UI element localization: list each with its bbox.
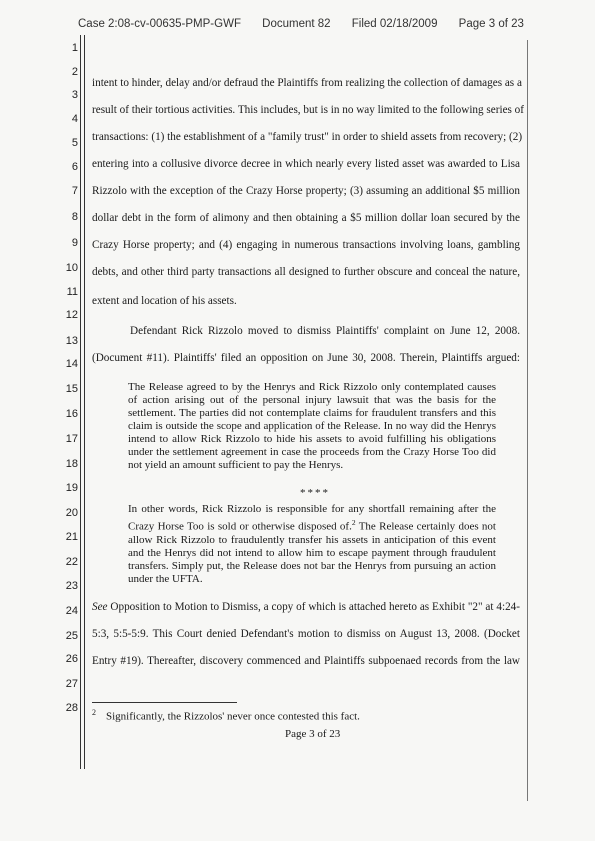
page-footer: Page 3 of 23 xyxy=(285,728,341,740)
header-page-number: Page 3 of 23 xyxy=(458,18,524,30)
body-line: Crazy Horse property; and (4) engaging in numerous transactions involving loans, gambling xyxy=(92,239,520,251)
body-line: intent to hinder, delay and/or defraud the Plaintiffs from realizing the collection of damages as a xyxy=(92,77,522,89)
block-quote xyxy=(128,503,496,586)
signal-word: See xyxy=(92,601,108,613)
body-line: result of their tortious activities. This includes, but is in no way limited to the following series of xyxy=(92,104,525,116)
line-number: 15 xyxy=(65,383,78,395)
paragraph-line: (Document #11). Plaintiffs' filed an opposition on June 30, 2008. Therein, Plaintiffs argued: xyxy=(92,352,520,364)
line-number: 14 xyxy=(65,358,78,370)
body-line: extent and location of his assets. xyxy=(92,295,237,307)
footnote-text: Significantly, the Rizzolos' never once contested this fact. xyxy=(106,710,360,723)
line-number: 20 xyxy=(65,507,78,519)
ellipsis-stars: **** xyxy=(300,487,330,499)
line-number: 8 xyxy=(71,211,78,223)
line-number: 25 xyxy=(65,630,78,642)
left-margin-rule-inner xyxy=(84,35,85,769)
footnote-rule xyxy=(92,702,237,703)
case-number: Case 2:08-cv-00635-PMP-GWF xyxy=(78,18,241,30)
line-number: 27 xyxy=(65,678,78,690)
line-number: 6 xyxy=(71,161,78,173)
line-number: 24 xyxy=(65,605,78,617)
paragraph-line: Entry #19). Thereafter, discovery commenced and Plaintiffs subpoenaed records from the law xyxy=(92,655,520,667)
line-number: 19 xyxy=(65,482,78,494)
line-number: 13 xyxy=(65,335,78,347)
filed-date: Filed 02/18/2009 xyxy=(351,18,438,30)
line-number: 18 xyxy=(65,458,78,470)
line-number: 17 xyxy=(65,433,78,445)
document-number: Document 82 xyxy=(262,18,331,30)
footnote-reference: 2 xyxy=(351,518,356,527)
line-number: 1 xyxy=(71,42,78,54)
body-line: entering into a collusive divorce decree in which nearly every listed asset was awarded to Lisa xyxy=(92,158,520,170)
line-number: 26 xyxy=(65,653,78,665)
paragraph-line xyxy=(92,600,520,614)
right-margin-rule xyxy=(527,40,528,801)
line-number: 23 xyxy=(65,580,78,592)
line-number: 16 xyxy=(65,408,78,420)
line-number: 3 xyxy=(71,89,78,101)
paragraph-line: 5:3, 5:5-5:9. This Court denied Defendant's motion to dismiss on August 13, 2008. (Docket xyxy=(92,628,520,640)
line-number: 10 xyxy=(65,262,78,274)
line-number: 12 xyxy=(65,309,78,321)
body-line: Rizzolo with the exception of the Crazy Horse property; (3) assuming an additional $5 million xyxy=(92,185,520,197)
line-number: 11 xyxy=(66,286,78,298)
line-number: 21 xyxy=(65,531,78,543)
footnote-number: 2 xyxy=(92,708,96,717)
body-line: dollar debt in the form of alimony and then obtaining a $5 million dollar loan secured by the xyxy=(92,212,520,224)
line-number: 22 xyxy=(65,556,78,568)
line-number: 2 xyxy=(71,66,78,78)
line-number: 4 xyxy=(71,113,78,125)
body-line: transactions: (1) the establishment of a "family trust" in order to shield assets from recovery; (2) xyxy=(92,131,523,143)
document-header xyxy=(78,18,542,30)
line-number: 28 xyxy=(65,702,78,714)
paragraph-text: Opposition to Motion to Dismiss, a copy of which is attached hereto as Exhibit "2" at 4:24- xyxy=(107,601,520,613)
paragraph-line: Defendant Rick Rizzolo moved to dismiss Plaintiffs' complaint on June 12, 2008. xyxy=(130,325,520,337)
line-number: 9 xyxy=(71,237,78,249)
footnote xyxy=(92,708,360,723)
quote-text: In other words, Rick Rizzolo is responsible for any shortfall remaining after the Crazy Horse Too is sold or otherwise disposed of. xyxy=(128,503,496,533)
left-margin-rule xyxy=(80,35,81,769)
line-number: 5 xyxy=(71,137,78,149)
block-quote: The Release agreed to by the Henrys and Rick Rizzolo only contemplated causes of action arising out of the personal injury lawsuit that was the basis for the settlement. The parties did not contemplate claims for fraudulent transfers and this claim is outside the scope and application of the Release. In no way did the Henrys intend to allow Rick Rizzolo to hide his assets to avoid fulfilling his obligations under the settlement agreement in case the proceeds from the Crazy Horse Too did not yield an amount sufficient to pay the Henrys. xyxy=(128,381,496,471)
quote-text: The Release certainly does not allow Rick Rizzolo to fraudulently transfer his assets in anticipation of this event and the Henrys did not intend to allow him to escape payment through fraudulent transfers. Simply put, the Release does not bar the Henrys from pursuing an action under the UFTA. xyxy=(128,520,496,585)
body-line: debts, and other third party transactions all designed to further obscure and conceal the nature, xyxy=(92,266,520,278)
line-number: 7 xyxy=(71,185,78,197)
